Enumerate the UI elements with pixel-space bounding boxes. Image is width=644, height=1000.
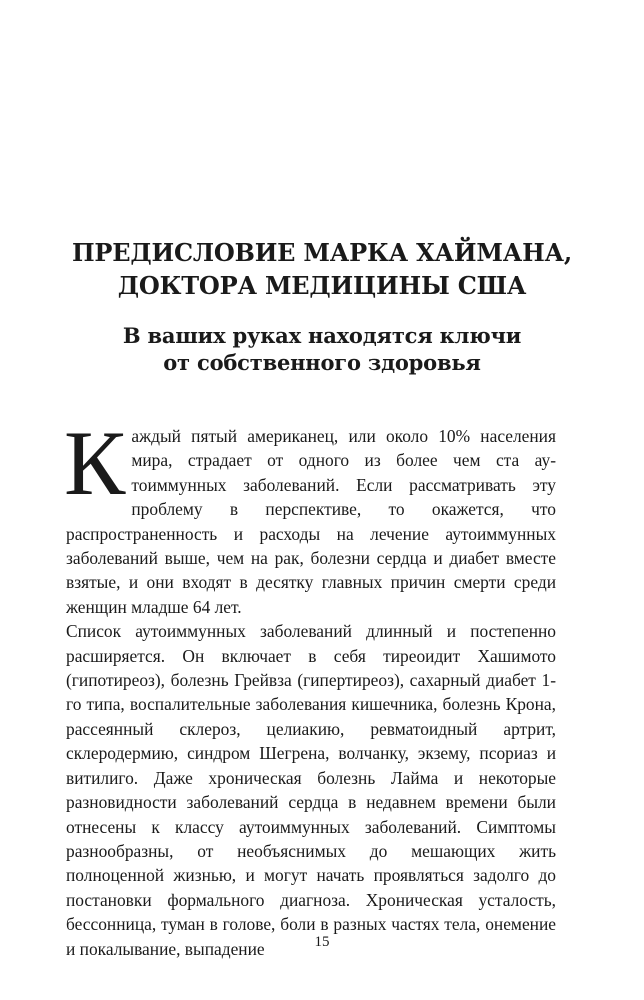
paragraph-2: Список аутоиммунных заболеваний длинный и постепенно расширяется. Он включает в себя тиреоидит Хашимото (гипотиреоз), болезнь Грейвза (гипертиреоз), сахарный диабет 1-го типа, воспалительные заболевания кишечника, болезнь Крона, рассеянный склероз, целиакию, ревматоидный артрит, склеродермию, синдром Шегрена, волчанку, экзему, псориаз и витилиго. Даже хроническая болезнь Лайма и некоторые разновидности заболеваний сердца в недавнем времени были отнесены к классу аутоиммунных заболеваний. Симптомы разнообразны, от необъяснимых до мешающих жить полноценной жизнью, и могут начать проявляться задолго до постановки формального диагноза. Хроническая усталость, бессонница, туман в голове, боли в разных частях тела, онемение и покалывание, выпадение [66, 621, 556, 959]
paragraph-1 [64, 412, 556, 619]
chapter-title [40, 236, 604, 302]
chapter-title-line-2: ДОКТОРА МЕДИЦИНЫ США [117, 271, 527, 300]
chapter-subtitle [40, 322, 604, 376]
subtitle-line-2: от собственного здоровья [163, 350, 481, 375]
page-number: 15 [314, 934, 330, 950]
body-text [64, 412, 556, 961]
drop-cap: К [64, 412, 126, 514]
chapter-title-line-1: ПРЕДИСЛОВИЕ МАРКА ХАЙМАНА, [71, 238, 573, 267]
subtitle-line-1: В ваших руках находятся ключи [122, 323, 522, 348]
paragraph-1-text: аждый пятый американец, или около 10% населения мира, страдает от одного из более чем ста аутоиммунных заболеваний. Если рассматривать эту проблему в перспективе, то окажется, что распространенность и расходы на лечение аутоиммунных заболеваний выше, чем на рак, болезни сердца и диабет вместе взятые, и они входят в десятку главных причин смерти среди женщин младше 64 лет. [66, 426, 556, 617]
